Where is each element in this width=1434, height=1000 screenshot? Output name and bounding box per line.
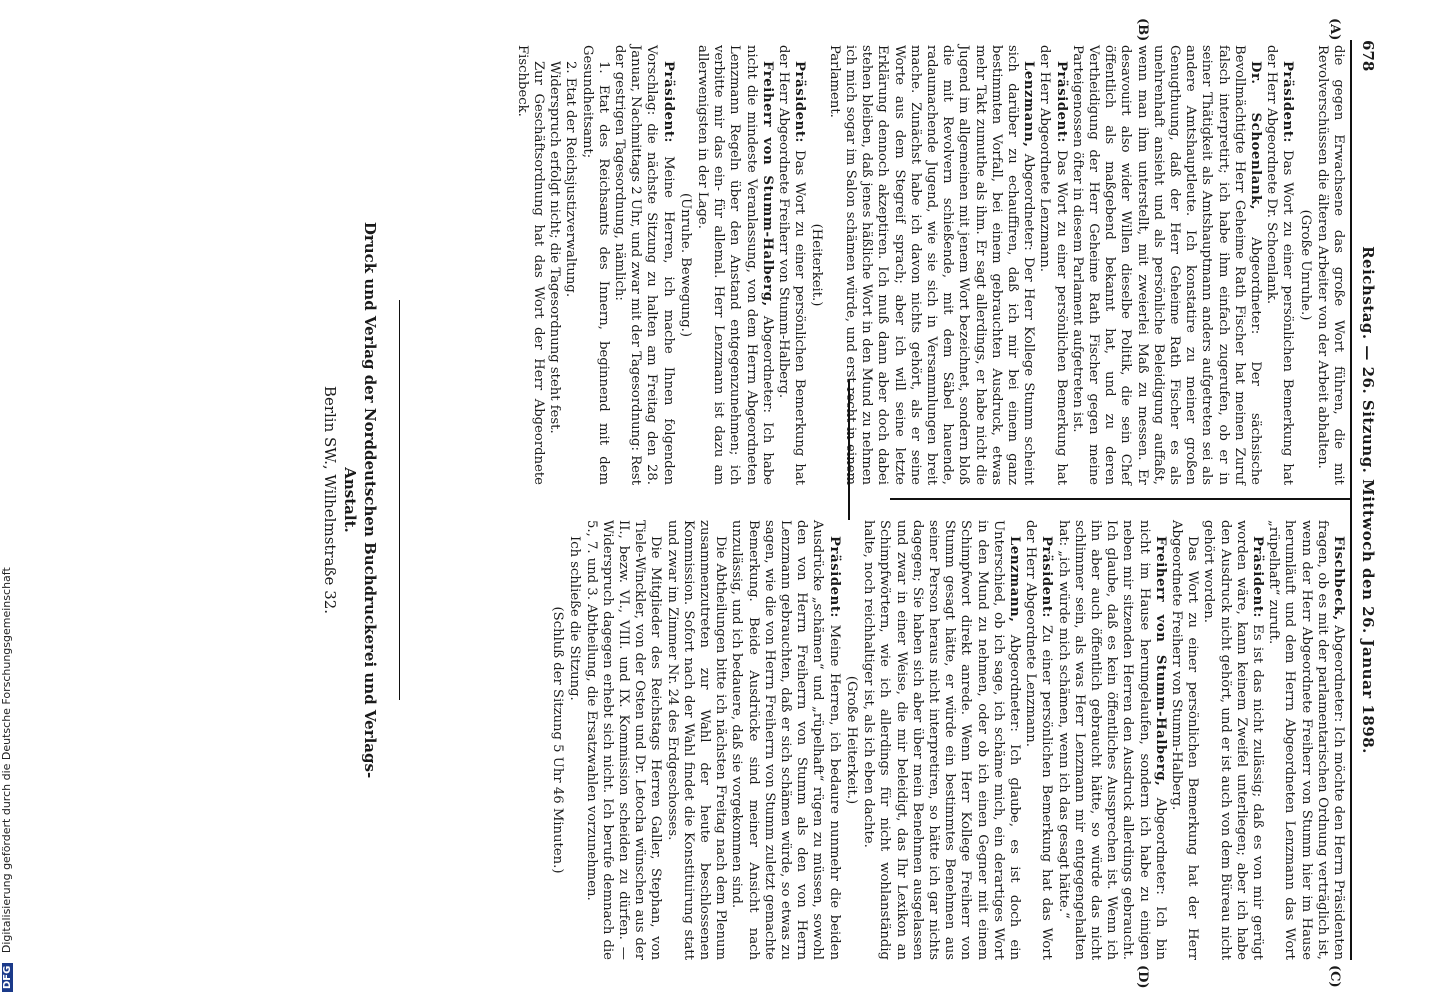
paragraph-text: Das Wort zu einer persönlichen Bemerkung hat der Herr Abgeordnete Lenzmann. <box>1037 45 1069 485</box>
paragraph-text: Das Wort zu einer persönlichen Bemerkung hat der Herr Abgeordnete Freiherr von Stumm-Halberg. <box>776 45 808 485</box>
paragraph-text: Die Mitglieder des Reichstags Herren Galler, Stephan, von Tiele-Winckler, von der Osten und Dr. Letocha wünschen aus der II., bezw. VI., VIII. und IX. Kommission scheiden zu dürfen. — Widerspruch dagegen erhebt sich nicht. Ich berufe demnach die 5., 7. und 3. Abtheilung, die Ersatzwahlen vorzunehmen. <box>583 520 664 960</box>
paragraph-text: Abgeordneter: Der sächsische Bevollmächtigte Herr Geheime Rath Fischer hat meinen Zuruf falsch interpretirt; ich habe ihm einfach zugerufen, ob er in seiner Thätigkeit als Amtshauptmann anders aufgetreten sei als andere Amtshauptleute. Ich konstatire zu meiner großen Genugthuung, daß der Herr Geheime Rath Fischer es als unehrenhaft ansieht und als persönliche Beleidigung auffaßt, wenn man ihm unterstellt, mit zweierlei Maß zu messen. Er desavouirt also wider Willen dieselbe Politik, die sein Chef öffentlich als maßgebend bekannt hat, und zu deren Vertheidigung der Herr Geheime Rath Fischer gegen meine Parteigenossen öfter in diesem Parlament aufgetreten ist. <box>1069 45 1263 485</box>
paragraph-text: Zu einer persönlichen Bemerkung hat das Wort der Herr Abgeordnete Lenzmann. <box>1023 520 1055 960</box>
margin-marker-b: (B) <box>1135 18 1150 42</box>
imprint <box>320 200 380 800</box>
paragraph-text: Ich schließe die Sitzung. <box>567 536 583 701</box>
speaker-name: Dr. Schoenlank, <box>1247 61 1263 211</box>
speaker-name: Präsident: <box>660 61 676 144</box>
paragraph-text: (Unruhe. Bewegung.) <box>677 192 693 338</box>
speaker-name: Präsident: <box>1053 61 1069 144</box>
paragraph-text: Abgeordneter: Ich möchte den Herrn Präsidenten fragen, ob es mit der parlamentarischen Ordnung verträglich ist, wenn der Herr Abgeordnete Freiherr von Stumm hier im Hause herumläuft und dem Herrn Abgeordneten Lenzmann das Wort „rüpelhaft“ zuruft. <box>1266 520 1346 960</box>
paragraph <box>1168 520 1200 960</box>
paragraph <box>808 45 824 485</box>
speaker-name: Präsident: <box>1280 61 1296 144</box>
paragraph <box>1296 45 1312 485</box>
paragraph <box>728 520 841 960</box>
paragraph <box>1263 45 1295 485</box>
paragraph <box>578 45 610 485</box>
paragraph-text: 2. Etat der Reichsjustizverwaltung. <box>563 61 579 298</box>
speaker-name: Lenzmann, <box>1021 61 1037 148</box>
paragraph <box>582 520 663 960</box>
paragraph <box>546 45 562 485</box>
digitization-note: Digitalisierung gefördert durch die Deutsche Forschungsgemeinschaft <box>0 567 13 954</box>
paragraph-text: Meine Herren, ich mache Ihnen folgenden Vorschlag: die nächste Sitzung zu halten am Freitag den 28. Januar, Nachmittags 2 Uhr, und zwar mit der Tagesordnung: Rest der gestrigen Tagesordnung, nämlich: <box>612 45 676 485</box>
paragraph-text: (Schluß der Sitzung 5 Uhr 46 Minuten.) <box>550 606 566 874</box>
paragraph-text: (Große Unruhe.) <box>1297 209 1313 321</box>
speaker-name: Präsident: <box>1039 536 1055 619</box>
column-divider <box>890 498 1350 500</box>
paragraph-text: Abgeordneter: Ich habe nicht die mindeste Veranlassung, von dem Herrn Abgeordneten Lenzmann Regeln über den Anstand entgegenzunehmen; ich verbitte mir das ein- für allemal. Herr Lenzmann ist dazu am allerwenigsten in der Lage. <box>695 45 775 485</box>
header-rule <box>1350 40 1352 960</box>
paragraph <box>1069 45 1263 485</box>
page-header <box>1356 40 1380 960</box>
digitization-footer <box>0 0 20 1000</box>
page-title: Reichstag. — 26. Sitzung. Mittwoch den 26. Januar 1898. <box>1359 246 1377 754</box>
paragraph <box>775 45 807 485</box>
paragraph-text: (Große Heiterkeit.) <box>843 675 859 805</box>
paragraph <box>860 520 1022 960</box>
margin-marker-d: (D) <box>1135 965 1150 989</box>
paragraph-text: Das Wort zu einer persönlichen Bemerkung hat der Herr Abgeordnete Freiherr von Stumm-Halberg. <box>1168 520 1201 960</box>
speaker-name: Fischbeck, <box>1331 536 1346 621</box>
paragraph <box>1200 520 1265 960</box>
speaker-name: Präsident: <box>1249 536 1265 619</box>
dfg-logo: DFG <box>2 963 13 992</box>
paragraph-text: Meine Herren, ich bedaure nunmehr die beiden Ausdrücke „schämen“ und „rüpelhaft“ rügen zu müssen, sowohl den von Herrn Freiherrn von Stumm als den von Herrn Lenzmann gebrauchten, daß er sich schämen würde, so etwas zu sagen, wie die von Herrn Freiherrn von Stumm zuletzt gemachte Bemerkung. Beide Ausdrücke sind meiner Ansicht nach unzulässig, und ich bedauere, daß sie vorgekommen sind. <box>729 520 842 960</box>
paragraph <box>514 45 546 485</box>
scanned-page <box>10 0 1390 1000</box>
paragraph <box>677 45 693 485</box>
paragraph <box>549 520 565 960</box>
paragraph-text: Das Wort zu einer persönlichen Bemerkung hat der Herr Abgeordnete Dr. Schoenlank. <box>1264 45 1296 485</box>
paragraph-text: Es ist das nicht zulässig; daß es von mir gerügt worden wäre, kann keinem Zweifel unterliegen; aber ich habe den Ausdruck nicht gehört, und er ist auch von dem Büreau nicht gehört worden. <box>1201 520 1265 960</box>
speaker-name: Präsident: <box>792 61 808 144</box>
paragraph-text: 1. Etat des Reichsamts des Innern, beginnend mit dem Gesundheitsamt; <box>579 45 611 485</box>
speaker-name: Freiherr von Stumm-Halberg, <box>759 61 775 307</box>
paragraph <box>1054 520 1167 960</box>
paragraph-text: Abgeordneter: Ich bin nicht im Hause herumgelaufen, sondern ich habe zu einigen neben mir sitzenden Herren den Ausdruck allerdings gebraucht. Ich glaube, daß es kein öffentliches Aussprechen ist. Wenn ich ihn aber auch öffentlich gebraucht hätte, so würde das nicht schlimmer sein, als was Herr Lenzmann mir entgegengehalten hat: „ich würde mich schämen, wenn ich das gesagt hätte.“ <box>1055 520 1168 960</box>
imprint-rule <box>399 300 400 700</box>
paragraph-text: Abgeordneter: Der Herr Kollege Stumm scheint sich darüber zu echauffiren, daß ich mir bei einem ganz bestimmten Vorfall, bei einem gebrauchten Ausdruck, etwas mehr Takt zumuthe als ihm. Er sagt allerdings, er habe nicht die Jugend im allgemeinen mit jenem Wort bezeichnet, sondern bloß die mit Revolvern schießende, mit dem Säbel hauende, radaumachende Jugend, wie sie sich in Versammlungen breit mache. Zunächst habe ich davon nichts gehört, als er seine Worte aus dem Stegreif sprach; aber ich will seine letzte Erklärung dennoch akzeptiren. Ich muß dann aber doch dabei stehen bleiben, daß jenes häßliche Wort in den Mund zu nehmen ich mich sogar im Salon schämen würde, und erst recht in einem Parlament. <box>826 45 1037 485</box>
paragraph-text: Zur Geschäftsordnung hat das Wort der Herr Abgeordnete Fischbeck. <box>514 45 547 485</box>
imprint-line-2: Berlin SW., Wilhelmstraße 32. <box>321 385 339 615</box>
paragraph <box>663 520 728 960</box>
end-rule <box>848 380 850 520</box>
speaker-name: Präsident: <box>826 536 842 619</box>
imprint-line-1: Druck und Verlag der Norddeutschen Buchdruckerei und Verlags-Anstalt. <box>341 221 379 779</box>
paragraph <box>1036 45 1068 485</box>
paragraph-text: Widerspruch erfolgt nicht; die Tagesordnung steht fest. <box>547 61 563 434</box>
paragraph-text: die gegen Erwachsene das große Wort führen, die mit Revolverschüssen die älteren Arbeiter von der Arbeit abhalten. <box>1314 45 1346 485</box>
margin-marker-a: (A) <box>1327 18 1342 41</box>
left-column <box>514 45 1346 485</box>
speaker-name: Lenzmann, <box>1006 536 1022 623</box>
margin-marker-c: (C) <box>1327 965 1342 988</box>
page-number: 678 <box>1359 40 1377 72</box>
paragraph <box>566 520 582 960</box>
paragraph-text: Die Abtheilungen bitte ich nächsten Freitag nach dem Plenum zusammenzutreten zur Wahl der heute beschlossenen Kommission. Sofort nach der Wahl findet die Konstituirung statt und zwar im Zimmer Nr. 24 des Erdgeschosses. <box>664 520 729 960</box>
paragraph-text: (Heiterkeit.) <box>809 223 825 307</box>
right-column <box>548 520 1346 960</box>
paragraph <box>562 45 578 485</box>
paragraph <box>826 45 1037 485</box>
paragraph-text: Abgeordneter: Ich glaube, es ist doch ein Unterschied, ob ich sage, ich schäme mich, ein derartiges Wort in den Mund zu nehmen, oder ob ich einen Gegner mit einem Schimpfwort direkt anrede. Wenn Herr Kollege Freiherr von Stumm gesagt hätte, er würde ein bestimmtes Benehmen aus seiner Person heraus nicht interpretiren, so hätte ich gar nichts dagegen; Sie haben sich aber über mein Benehmen ausgelassen und zwar in einer Weise, die mir beleidigt, das Ihr Lexikon an Schimpfwörtern, wie ich allerdings für nicht wohlanständig halte, noch reichhaltiger ist, als ich eben dachte. <box>861 520 1022 960</box>
paragraph <box>611 45 676 485</box>
paragraph <box>694 45 775 485</box>
paragraph <box>843 520 859 960</box>
paragraph <box>1314 45 1346 485</box>
speaker-name: Freiherr von Stumm-Halberg, <box>1152 536 1168 787</box>
paragraph <box>1022 520 1054 960</box>
paragraph <box>1265 520 1346 960</box>
